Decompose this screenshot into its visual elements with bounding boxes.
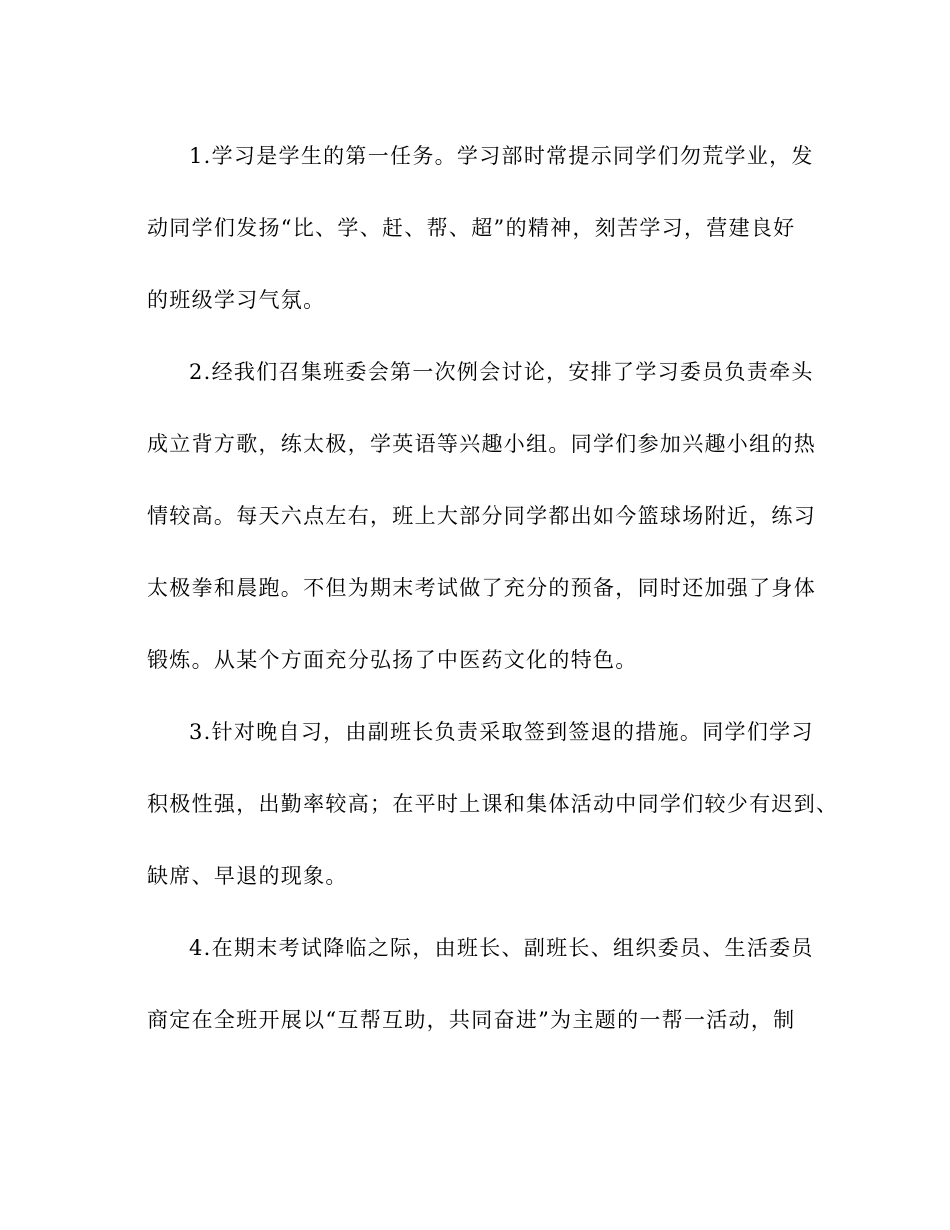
paragraph-line: 2.经我们召集班委会第一次例会讨论，安排了学习委员负责牵头 — [189, 360, 814, 384]
paragraph-line: 积极性强，出勤率较高；在平时上课和集体活动中同学们较少有迟到、 — [147, 792, 839, 816]
paragraph-line: 动同学们发扬“比、学、赶、帮、超”的精神，刻苦学习，营建良好 — [147, 216, 796, 240]
paragraph-line: 4.在期末考试降临之际，由班长、副班长、组织委员、生活委员 — [189, 936, 814, 960]
paragraph-line: 的班级学习气氛。 — [147, 288, 326, 312]
paragraph-line: 1.学习是学生的第一任务。学习部时常提示同学们勿荒学业，发 — [189, 144, 814, 168]
paragraph-line: 情较高。每天六点左右，班上大部分同学都出如今篮球场附近，练习 — [147, 504, 816, 528]
paragraph-line: 缺席、早退的现象。 — [147, 864, 348, 888]
paragraph-line: 商定在全班开展以“互帮互助，共同奋进”为主题的一帮一活动，制 — [147, 1008, 796, 1032]
paragraph-line: 3.针对晚自习，由副班长负责采取签到签退的措施。同学们学习 — [189, 720, 814, 744]
paragraph-line: 锻炼。从某个方面充分弘扬了中医药文化的特色。 — [147, 648, 638, 672]
paragraph-line: 太极拳和晨跑。不但为期末考试做了充分的预备，同时还加强了身体 — [147, 576, 816, 600]
paragraph-line: 成立背方歌，练太极，学英语等兴趣小组。同学们参加兴趣小组的热 — [147, 432, 816, 456]
